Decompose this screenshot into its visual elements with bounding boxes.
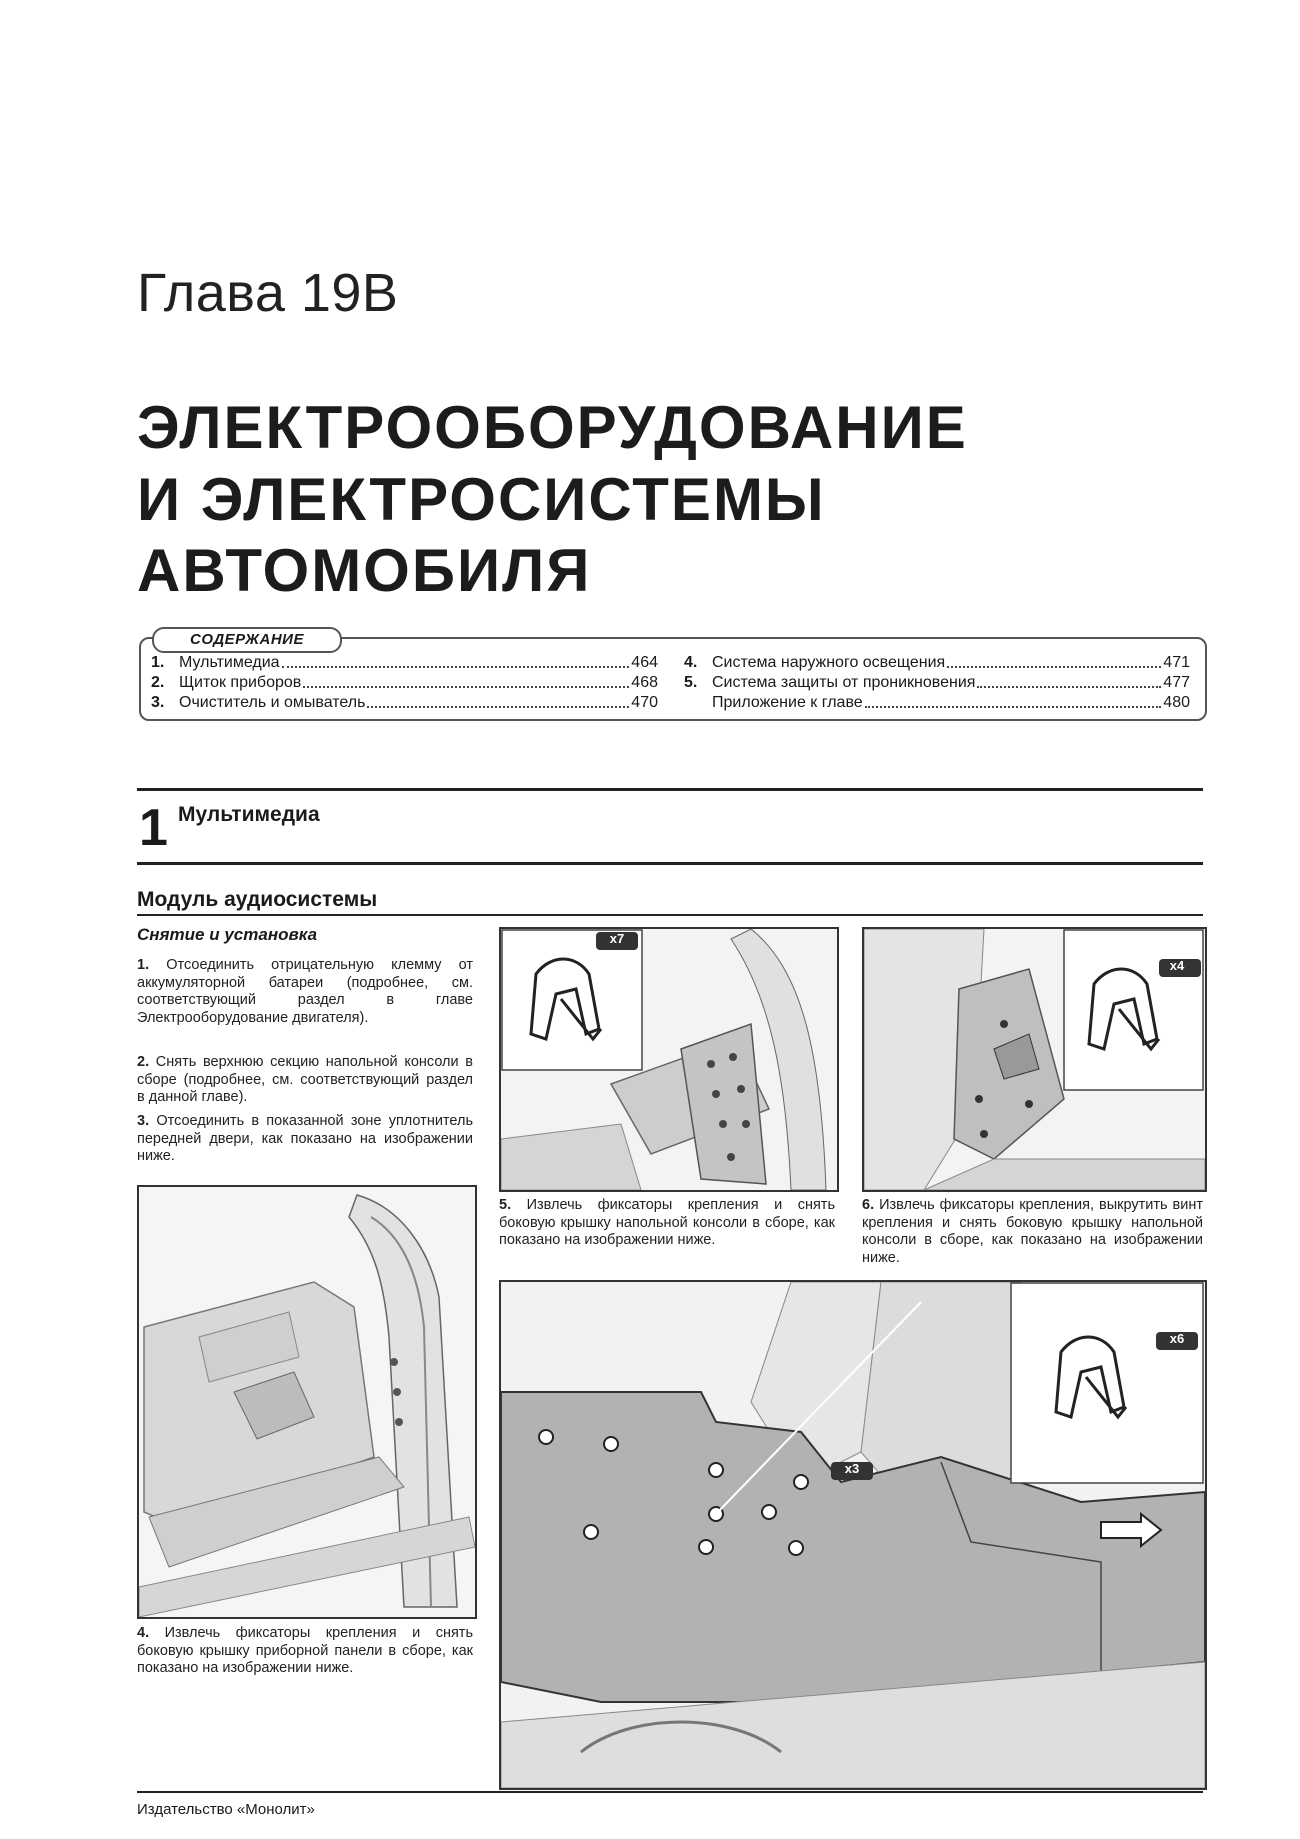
caption-text: Извлечь фиксаторы крепления и снять боковую крышку приборной панели в сборе, как показано на изображении ниже. [137, 1625, 474, 1676]
toc-label: СОДЕРЖАНИЕ [152, 627, 342, 653]
footer-rule [137, 1791, 1203, 1793]
section-number: 1 [139, 799, 168, 857]
figure-console-cover-right [862, 927, 1207, 1192]
toc-item-number: 3. [151, 694, 165, 711]
toc-leader [865, 693, 1162, 708]
step-number: 4. [137, 1625, 150, 1641]
toc-item-page: 477 [1163, 674, 1190, 691]
step-3 [137, 1113, 473, 1166]
section-bottom-rule [137, 862, 1203, 865]
footer-publisher: Издательство «Монолит» [137, 1801, 315, 1818]
toc-item-page: 480 [1163, 694, 1190, 711]
toc-item[interactable] [151, 693, 658, 713]
chapter-title-line-1: ЭЛЕКТРООБОРУДОВАНИЕ [137, 394, 968, 461]
figure-console-side-cover [499, 1280, 1207, 1790]
section-title: Мультимедиа [178, 803, 320, 826]
step-number: 5. [499, 1197, 512, 1213]
toc-item-label: Приложение к главе [712, 694, 863, 711]
toc-leader [977, 673, 1161, 688]
subsection-rule [137, 914, 1203, 916]
toc-item[interactable] [684, 673, 1190, 693]
toc-item[interactable] [151, 653, 658, 673]
quantity-badge: x6 [1169, 1331, 1185, 1346]
caption-step-4 [137, 1625, 473, 1678]
toc-item-label: Щиток приборов [179, 674, 302, 691]
toc-item-number: 1. [151, 654, 165, 671]
step-text: Отсоединить отрицательную клемму от аккумуляторной батареи (подробнее, см. соответствующий раздел в главе Электрооборудование двигателя). [137, 957, 473, 1026]
step-1 [137, 957, 473, 1027]
toc-item-label: Мультимедиа [179, 654, 280, 671]
step-text: Снять верхнюю секцию напольной консоли в сборе (подробнее, см. соответствующий раздел в данной главе). [137, 1054, 473, 1105]
figure-console-cover-left [499, 927, 839, 1192]
toc-item-label: Система защиты от проникновения [712, 674, 976, 691]
toc-item-number: 2. [151, 674, 165, 691]
chapter-title-line-3: АВТОМОБИЛЯ [137, 537, 592, 604]
figure-dashboard-side-panel [137, 1185, 477, 1619]
toc-item-page: 471 [1163, 654, 1190, 671]
toc-item-page: 464 [631, 654, 658, 671]
quantity-badge: x4 [1169, 958, 1185, 973]
toc-item-number: 4. [684, 654, 698, 671]
subsection-title: Модуль аудиосистемы [137, 888, 378, 911]
quantity-badge: x3 [844, 1461, 860, 1476]
caption-text: Извлечь фиксаторы крепления, выкрутить винт крепления и снять боковую крышку напольной консоли в сборе, как показано на изображении ниже. [862, 1197, 1203, 1266]
toc-leader [282, 653, 630, 668]
chapter-heading: Глава 19В [137, 263, 399, 323]
step-number: 3. [137, 1113, 150, 1129]
toc-item-page: 468 [631, 674, 658, 691]
toc-leader [947, 653, 1161, 668]
toc-item-number: 5. [684, 674, 698, 691]
procedure-title: Снятие и установка [137, 925, 318, 944]
step-number: 2. [137, 1054, 150, 1070]
section-top-rule [137, 788, 1203, 791]
caption-step-5 [499, 1197, 835, 1250]
step-text: Отсоединить в показанной зоне уплотнитель передней двери, как показано на изображении ниже. [137, 1113, 473, 1164]
toc-item[interactable] [151, 673, 658, 693]
step-number: 1. [137, 957, 150, 973]
caption-step-6 [862, 1197, 1203, 1267]
toc-item-label: Очиститель и омыватель [179, 694, 366, 711]
toc-item-number [684, 693, 712, 713]
toc-item-label: Система наружного освещения [712, 654, 946, 671]
quantity-badge: x7 [609, 931, 625, 946]
step-number: 6. [862, 1197, 875, 1213]
toc-leader [303, 673, 629, 688]
toc-leader [367, 693, 629, 708]
toc-item[interactable] [684, 693, 1190, 713]
toc-item-page: 470 [631, 694, 658, 711]
caption-text: Извлечь фиксаторы крепления и снять боковую крышку напольной консоли в сборе, как показано на изображении ниже. [499, 1197, 836, 1248]
chapter-title-line-2: И ЭЛЕКТРОСИСТЕМЫ [137, 466, 826, 533]
toc-item[interactable] [684, 653, 1190, 673]
step-2 [137, 1054, 473, 1107]
